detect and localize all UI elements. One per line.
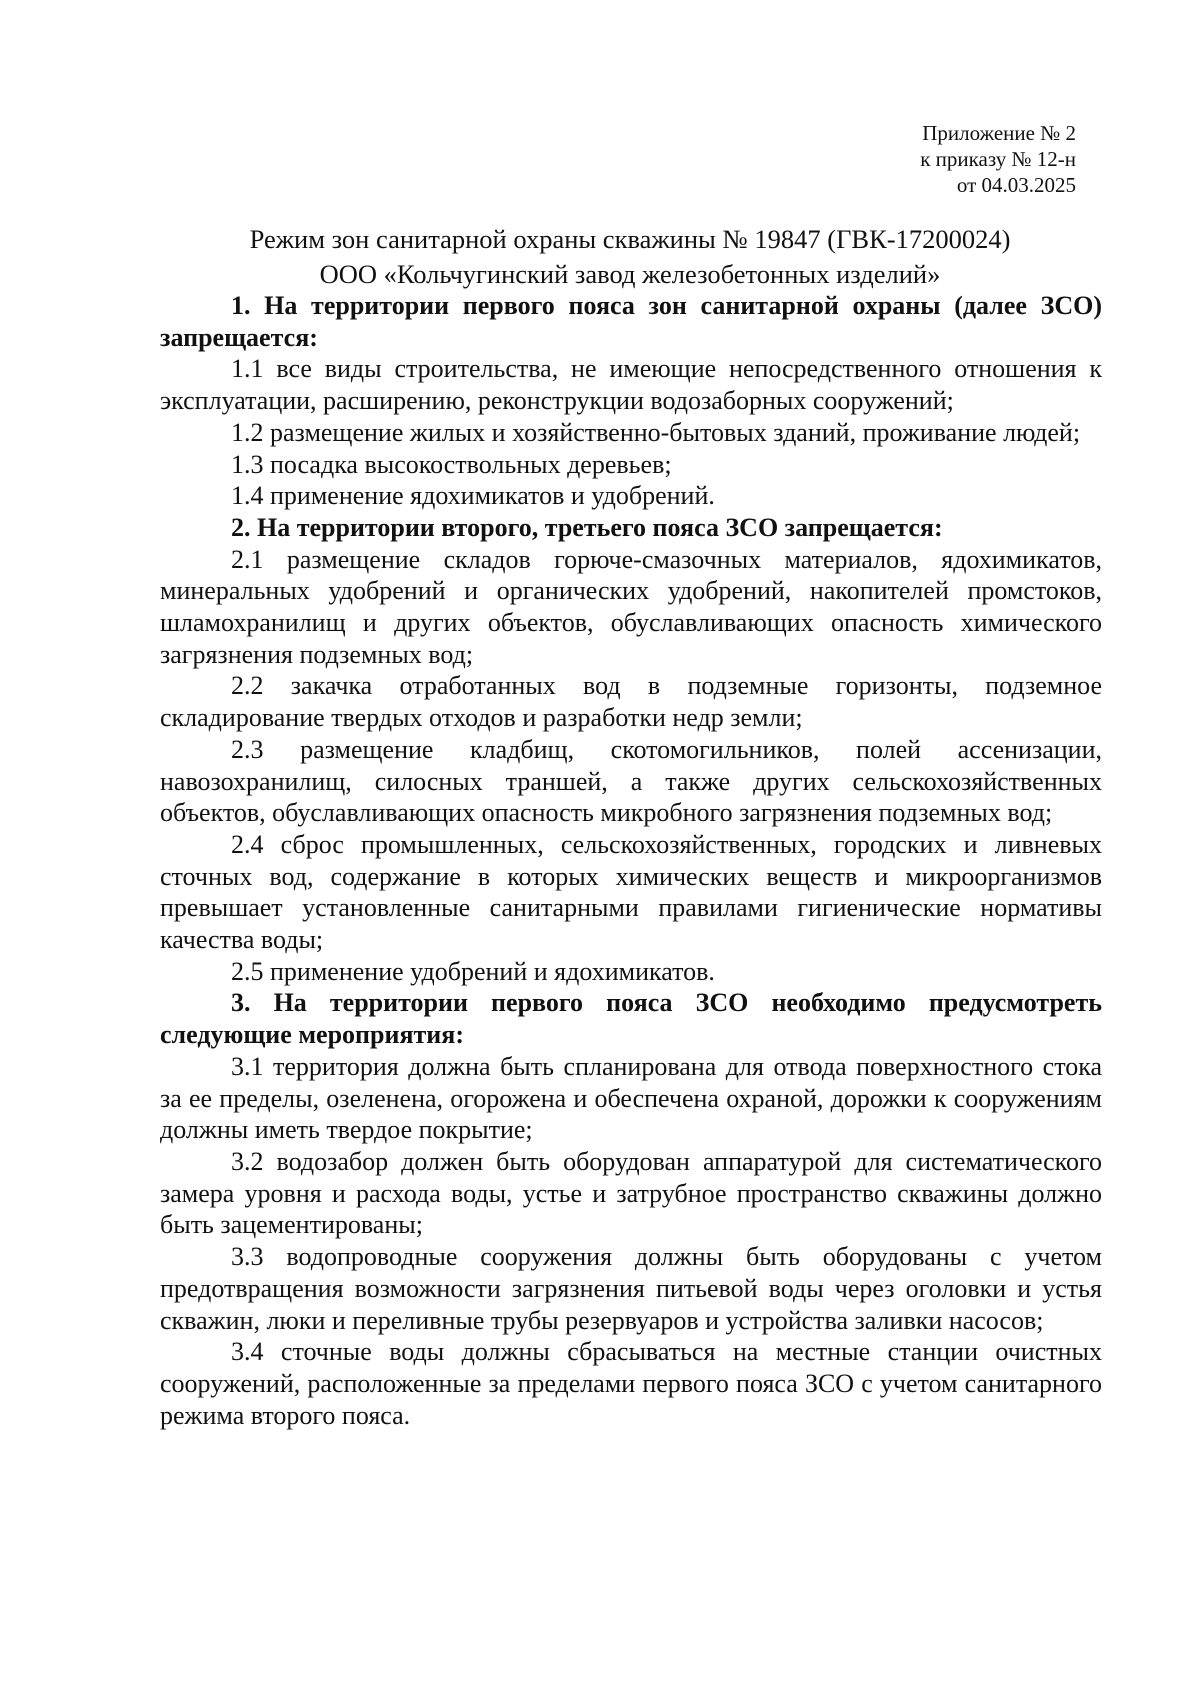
item-3-1: 3.1 территория должна быть спланирована для отвода поверхностного стока за ее пределы, озеленена, огорожена и обеспечена охраной, дорожки к сооружениям должны иметь твердое покрытие; <box>160 1051 1102 1145</box>
item-1-2: 1.2 размещение жилых и хозяйственно-бытовых зданий, проживание людей; <box>231 417 1081 447</box>
annex-reference <box>920 120 1076 198</box>
item-1-3: 1.3 посадка высокоствольных деревьев; <box>231 449 672 479</box>
annex-number: Приложение № 2 <box>922 121 1076 145</box>
document-body <box>160 290 1102 1431</box>
item-2-5: 2.5 применение удобрений и ядохимикатов. <box>231 956 715 986</box>
item-1-1: 1.1 все виды строительства, не имеющие непосредственного отношения к эксплуатации, расширению, реконструкции водозаборных сооружений; <box>160 354 1102 416</box>
item-2-3: 2.3 размещение кладбищ, скотомогильников, полей ассенизации, навозохранилищ, силосных траншей, а также других сельскохозяйственных объектов, обуславливающих опасность микробного загрязнения подземных вод; <box>160 734 1102 828</box>
title-line-company: ООО «Кольчугинский завод железобетонных изделий» <box>319 259 941 289</box>
document-title <box>160 222 1100 292</box>
section-2-heading: 2. На территории второго, третьего пояса ЗСО запрещается: <box>231 512 943 542</box>
title-line-regime: Режим зон санитарной охраны скважины № 19847 (ГВК-17200024) <box>249 224 1011 254</box>
item-3-2: 3.2 водозабор должен быть оборудован аппаратурой для систематического замера уровня и расхода воды, устье и затрубное пространство скважины должно быть зацементированы; <box>160 1146 1102 1240</box>
item-3-4: 3.4 сточные воды должны сбрасываться на местные станции очистных сооружений, расположенные за пределами первого пояса ЗСО с учетом санитарного режима второго пояса. <box>160 1337 1102 1430</box>
item-3-3: 3.3 водопроводные сооружения должны быть оборудованы с учетом предотвращения возможности загрязнения питьевой воды через оголовки и устья скважин, люки и переливные трубы резервуаров и устройства заливки насосов; <box>160 1242 1102 1335</box>
item-2-4: 2.4 сброс промышленных, сельскохозяйственных, городских и ливневых сточных вод, содержание в которых химических веществ и микроорганизмов превышает установленные санитарными правилами гигиенические нормативы качества воды; <box>160 829 1102 955</box>
section-1-heading: 1. На территории первого пояса зон санитарной охраны (далее ЗСО) запрещается: <box>160 291 1102 352</box>
item-2-1: 2.1 размещение складов горюче-смазочных материалов, ядохимикатов, минеральных удобрений и органических удобрений, накопителей промстоков, шламохранилищ и других объектов, обуславливающих опасность химического загрязнения подземных вод; <box>160 544 1102 669</box>
order-date: от 04.03.2025 <box>956 173 1076 197</box>
item-2-2: 2.2 закачка отработанных вод в подземные горизонты, подземное складирование твердых отходов и разработки недр земли; <box>160 671 1102 733</box>
order-number: к приказу № 12-н <box>920 147 1076 171</box>
item-1-4: 1.4 применение ядохимикатов и удобрений. <box>231 481 715 511</box>
section-3-heading: 3. На территории первого пояса ЗСО необходимо предусмотреть следующие мероприятия: <box>160 988 1102 1050</box>
